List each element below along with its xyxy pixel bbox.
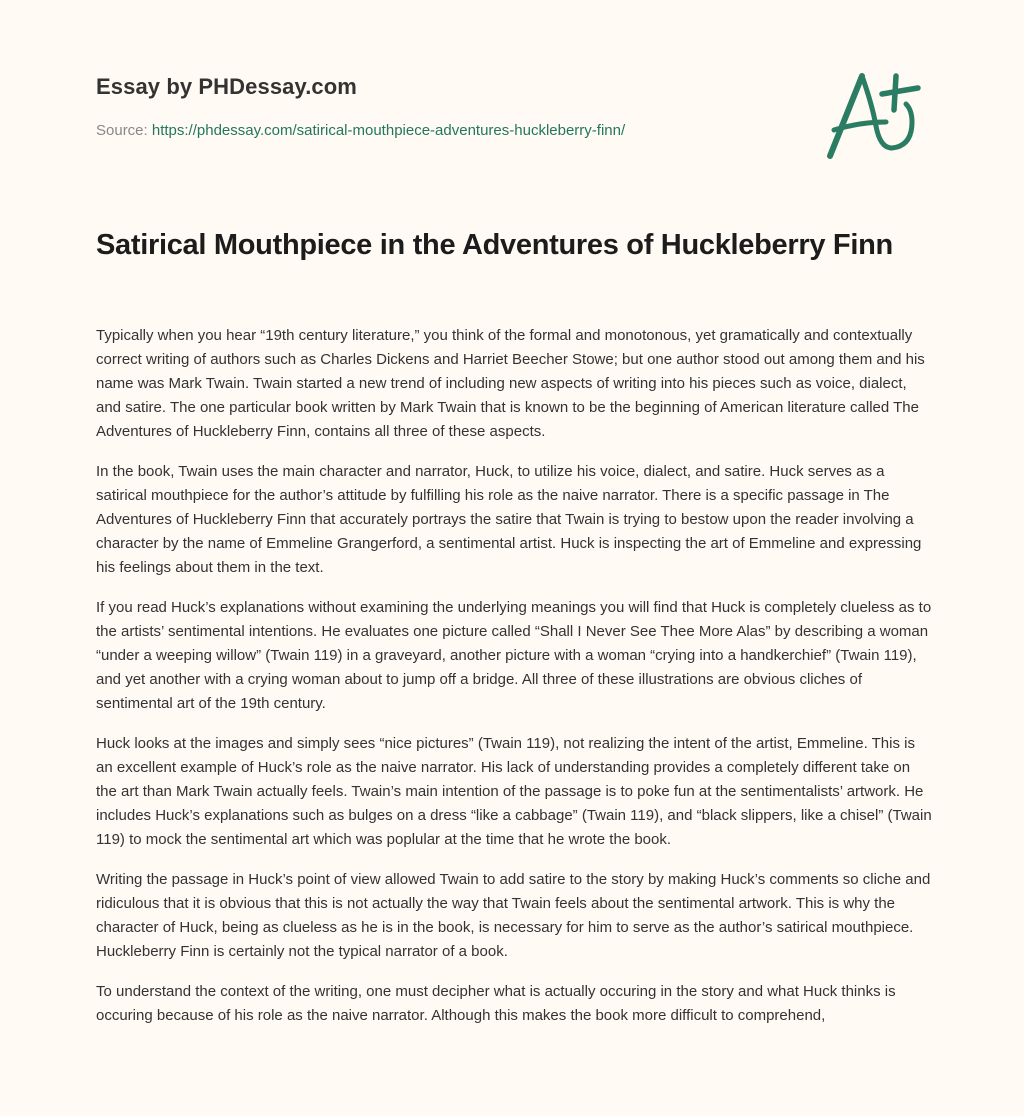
essay-paragraph: Typically when you hear “19th century literature,” you think of the formal and monotonous, yet gramatically and contextually correct writing of authors such as Charles Dickens and Harriet Beecher Stowe; but one author stood out among them and his name was Mark Twain. Twain started a new trend of including new aspects of writing into his pieces such as voice, dialect, and satire. The one particular book written by Mark Twain that is known to be the beginning of American literature called The Adventures of Huckleberry Finn, contains all three of these aspects. [96, 327, 925, 440]
source-line [96, 122, 796, 139]
essay-paragraph: If you read Huck’s explanations without examining the underlying meanings you will find that Huck is completely clueless as to the artists’ sentimental intentions. He evaluates one picture called “Shall I Never See Thee More Alas” by describing a woman “under a weeping willow” (Twain 119) in a graveyard, another picture with a woman “crying into a handkerchief” (Twain 119), and yet another with a crying woman about to jump off a bridge. All three of these illustrations are obvious cliches of sentimental art of the 19th century. [96, 599, 932, 712]
essay-paragraph: In the book, Twain uses the main character and narrator, Huck, to utilize his voice, dialect, and satire. Huck serves as a satirical mouthpiece for the author’s attitude by fulfilling his role as the naive narrator. There is a specific passage in The Adventures of Huckleberry Finn that accurately portrays the satire that Twain is trying to bestow upon the reader involving a character by the name of Emmeline Grangerford, a sentimental artist. Huck is inspecting the art of Emmeline and expressing his feelings about them in the text. [96, 463, 922, 576]
source-label: Source: [96, 122, 148, 139]
essay-title: Satirical Mouthpiece in the Adventures of Huckleberry Finn [96, 229, 893, 261]
essay-paragraph: Writing the passage in Huck’s point of view allowed Twain to add satire to the story by making Huck’s comments so cliche and ridiculous that it is obvious that this is not actually the way that Twain feels about the sentimental artwork. This is why the character of Huck, being as clueless as he is in the book, is necessary for him to serve as the author’s satirical mouthpiece. Huckleberry Finn is certainly not the typical narrator of a book. [96, 871, 931, 960]
a-plus-grade-icon [820, 64, 930, 174]
source-link[interactable]: https://phdessay.com/satirical-mouthpiece-adventures-huckleberry-finn/ [151, 122, 626, 139]
page-header [96, 74, 796, 139]
essay-body [96, 324, 932, 1044]
site-brand: Essay by PHDessay.com [96, 74, 357, 99]
essay-paragraph: To understand the context of the writing, one must decipher what is actually occuring in the story and what Huck thinks is occuring because of his role as the naive narrator. Although this makes the book more difficult to comprehend, [96, 983, 896, 1024]
essay-paragraph: Huck looks at the images and simply sees “nice pictures” (Twain 119), not realizing the intent of the artist, Emmeline. This is an excellent example of Huck’s role as the naive narrator. His lack of understanding provides a completely different take on the art than Mark Twain actually feels. Twain’s main intention of the passage is to poke fun at the sentimentalists’ artwork. He includes Huck’s explanations such as bulges on a dress “like a cabbage” (Twain 119), and “black slippers, like a chisel” (Twain 119) to mock the sentimental art which was poplular at the time that he wrote the book. [96, 735, 932, 848]
